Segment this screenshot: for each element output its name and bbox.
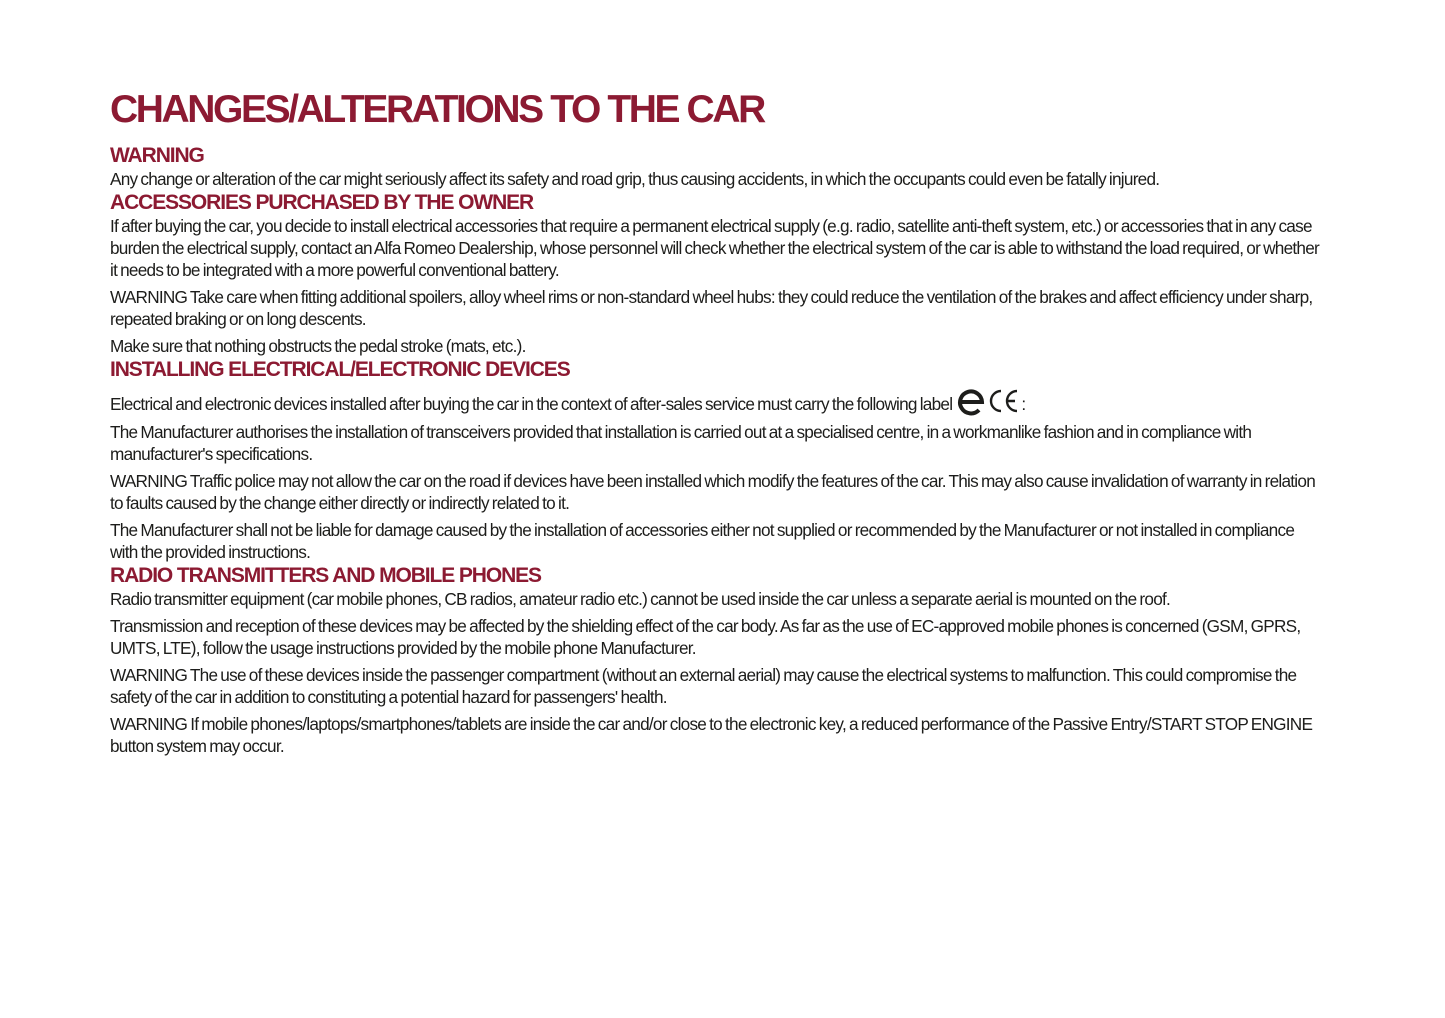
section-heading: INSTALLING ELECTRICAL/ELECTRONIC DEVICES xyxy=(110,358,570,381)
page-title: CHANGES/ALTERATIONS TO THE CAR xyxy=(110,88,764,131)
paragraph: WARNING The use of these devices inside the passenger compartment (without an external aerial) may cause the electrical systems to malfunction. This could compromise the safety of the car in addition to constituting a potential hazard for passengers' health. xyxy=(110,665,1297,707)
paragraph: The Manufacturer shall not be liable for damage caused by the installation of accessories either not supplied or recommended by the Manufacturer or not installed in compliance with the provided instructions. xyxy=(110,520,1295,562)
paragraph-text: Electrical and electronic devices installed after buying the car in the context of after-sales service must carry the following label xyxy=(110,394,953,414)
section-accessories xyxy=(110,191,1320,357)
paragraph: If after buying the car, you decide to install electrical accessories that require a permanent electrical supply (e.g. radio, satellite anti-theft system, etc.) or accessories that in any case burden the electrical supply, contact an Alfa Romeo Dealership, whose personnel will check whether the electrical system of the car is able to withstand the load required, or whether it needs to be integrated with a more powerful conventional battery. xyxy=(110,216,1319,280)
section-installing-devices xyxy=(110,358,1320,563)
paragraph: WARNING If mobile phones/laptops/smartphones/tablets are inside the car and/or close to the electronic key, a reduced performance of the Passive Entry/START STOP ENGINE button system may occur. xyxy=(110,714,1313,756)
document-page xyxy=(110,88,1320,762)
section-heading: WARNING xyxy=(110,144,204,167)
paragraph: Any change or alteration of the car might seriously affect its safety and road grip, thus causing accidents, in which the occupants could even be fatally injured. xyxy=(110,169,1160,189)
paragraph: Radio transmitter equipment (car mobile phones, CB radios, amateur radio etc.) cannot be used inside the car unless a separate aerial is mounted on the roof. xyxy=(110,589,1171,609)
e-ce-mark-icon xyxy=(957,386,1021,416)
paragraph: WARNING Take care when fitting additional spoilers, alloy wheel rims or non-standard wheel hubs: they could reduce the ventilation of the brakes and affect efficiency under sharp, repeated braking or on long descents. xyxy=(110,287,1313,329)
label-suffix: : xyxy=(1021,394,1026,414)
section-radio-transmitters xyxy=(110,564,1320,757)
section-heading: ACCESSORIES PURCHASED BY THE OWNER xyxy=(110,191,534,214)
paragraph: Transmission and reception of these devices may be affected by the shielding effect of the car body. As far as the use of EC-approved mobile phones is concerned (GSM, GPRS, UMTS, LTE), follow the usage instructions provided by the mobile phone Manufacturer. xyxy=(110,616,1301,658)
section-heading: RADIO TRANSMITTERS AND MOBILE PHONES xyxy=(110,564,541,587)
paragraph: WARNING Traffic police may not allow the car on the road if devices have been installed which modify the features of the car. This may also cause invalidation of warranty in relation to faults caused by the change either directly or indirectly related to it. xyxy=(110,471,1315,513)
paragraph: The Manufacturer authorises the installation of transceivers provided that installation is carried out at a specialised centre, in a workmanlike fashion and in compliance with manufacturer's specifications. xyxy=(110,422,1252,464)
paragraph-label xyxy=(110,386,1320,416)
section-warning xyxy=(110,144,1320,190)
paragraph: Make sure that nothing obstructs the pedal stroke (mats, etc.). xyxy=(110,336,526,356)
